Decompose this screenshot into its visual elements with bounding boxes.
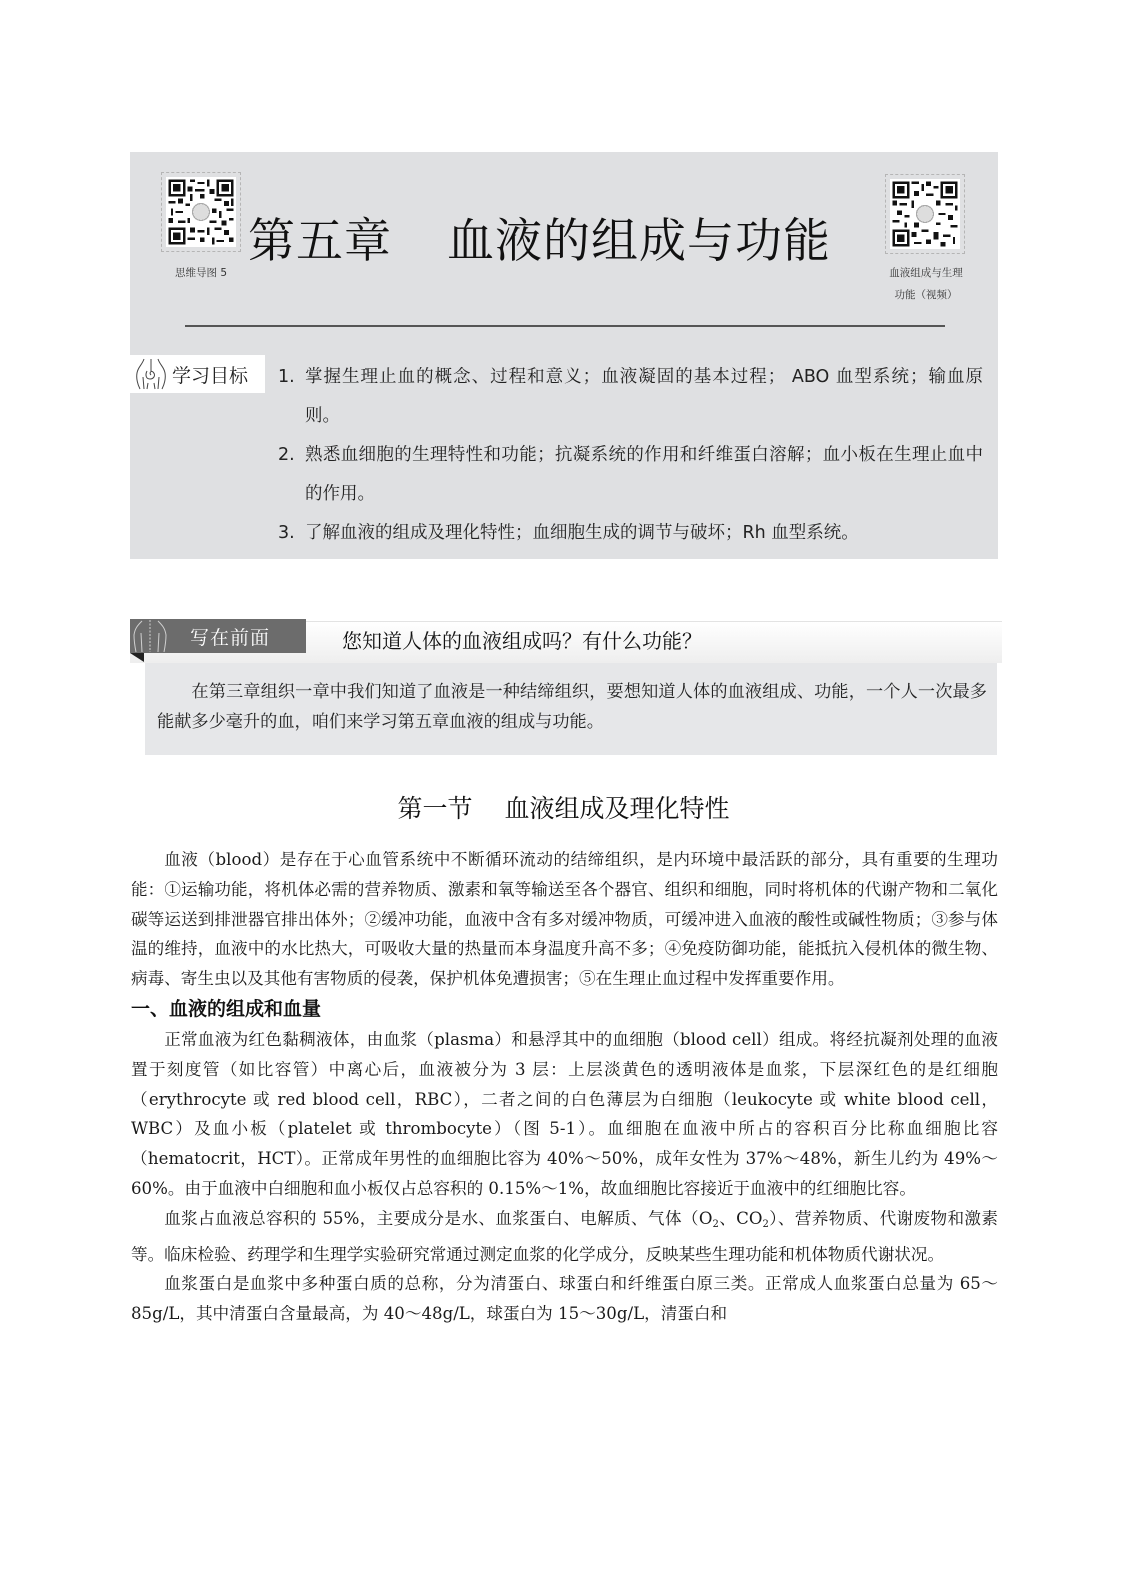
objective-text: 熟悉血细胞的生理特性和功能；抗凝系统的作用和纤维蛋白溶解；血小板在生理止血中的作用。 [305,445,983,504]
objective-text: 掌握生理止血的概念、过程和意义；血液凝固的基本过程； ABO 血型系统；输血原则。 [305,367,983,426]
learning-objectives-list [278,358,983,553]
chapter-title [248,204,888,271]
objective-item [278,436,983,514]
plasma-paragraph [131,1204,998,1270]
qr-caption-video-line1: 血液组成与生理 [889,267,963,279]
objective-number: 2. [278,445,295,465]
plasma-text-a: 血浆占血液总容积的 55%，主要成分是水、血浆蛋白、电解质、气体（O [164,1208,713,1228]
qr-caption-video-line2: 功能（视频） [894,289,958,301]
preface-tab-fold [130,653,144,662]
objective-text: 了解血液的组成及理化特性；血细胞生成的调节与破坏；Rh 血型系统。 [305,523,859,543]
chapter-title-text: 血液的组成与功能 [447,214,831,269]
preface-label [130,619,306,653]
spine-back-icon [132,619,168,653]
qr-code-mind-map [166,177,236,247]
chapter-divider [185,325,945,327]
intro-paragraph: 血液（blood）是存在于心血管系统中不断循环流动的结缔组织，是内环境中最活跃的部分，具有重要的生理功能：①运输功能，将机体必需的营养物质、激素和氧等输送至各个器官、组织和细胞，同时将机体的代谢产物和二氧化碳等运送到排泄器官排出体外；②缓冲功能，血液中含有多对缓冲物质，可缓冲进入血液的酸性或碱性物质；③参与体温的维持，血液中的水比热大，可吸收大量的热量而本身温度升高不多；④免疫防御功能，能抵抗入侵机体的微生物、病毒、寄生虫以及其他有害物质的侵袭，保护机体免遭损害；⑤在生理止血过程中发挥重要作用。 [131,850,998,989]
learning-objectives-label [130,355,265,393]
composition-paragraph: 正常血液为红色黏稠液体，由血浆（plasma）和悬浮其中的血细胞（blood cell）组成。将经抗凝剂处理的血液置于刻度管（如比容管）中离心后，血液被分为 3 层：上层淡黄色的透明液体是血浆，下层深红色的是红细胞（erythrocyte 或 red blood cell，RBC），二者之间的白色薄层为白细胞（leukocyte 或 white blood cell，WBC）及血小板（platelet 或 thrombocyte）（图 5-1）。血细胞在血液中所占的容积百分比称血细胞比容（hematocrit，HCT）。正常成年男性的血细胞比容为 40%～50%，成年女性为 37%～48%，新生儿约为 49%～60%。由于血液中白细胞和血小板仅占总容积的 0.15%～1%，故血细胞比容接近于血液中的红细胞比容。 [131,1029,998,1198]
preface-question: 您知道人体的血液组成吗？有什么功能？ [342,629,702,653]
objective-number: 1. [278,367,295,387]
objective-item [278,514,983,553]
chapter-header-box [130,152,998,559]
subscript: 2 [712,1218,719,1230]
qr-code-icon[interactable] [885,174,965,254]
qr-code-video [890,179,960,249]
plasma-text-b: 、CO [718,1208,763,1228]
qr-caption-video [874,262,978,306]
section-number: 第一节 [397,794,473,823]
qr-code-icon[interactable] [161,172,241,252]
chapter-number: 第五章 [248,214,392,269]
preface-title: 写在前面 [190,626,271,649]
objective-item [278,358,983,436]
plasma-protein-paragraph: 血浆蛋白是血浆中多种蛋白质的总称，分为清蛋白、球蛋白和纤维蛋白原三类。正常成人血浆蛋白总量为 65～85g/L，其中清蛋白含量最高，为 40～48g/L，球蛋白为 15～30g/L，清蛋白和 [131,1274,998,1324]
section-title-text: 血液组成及理化特性 [504,794,730,823]
subheading: 一、血液的组成和血量 [131,997,322,1020]
preface-body: 在第三章组织一章中我们知道了血液是一种结缔组织，要想知道人体的血液组成、功能，一个人一次最多能献多少毫升的血，咱们来学习第五章血液的组成与功能。 [145,663,997,755]
section-title [0,789,1127,825]
qr-caption-mind-map: 思维导图 5 [174,267,228,279]
anatomy-torso-icon [132,355,170,393]
learning-objectives-title: 学习目标 [172,364,249,387]
section-body [131,845,998,1329]
objective-number: 3. [278,523,295,543]
plasma-text-c: ）、营养物质、代谢废物和激素等。临床检验、药理学和生理学实验研究常通过测定血浆的化学成分，反映某些生理功能和机体物质代谢状况。 [131,1208,998,1264]
subscript: 2 [762,1218,769,1230]
